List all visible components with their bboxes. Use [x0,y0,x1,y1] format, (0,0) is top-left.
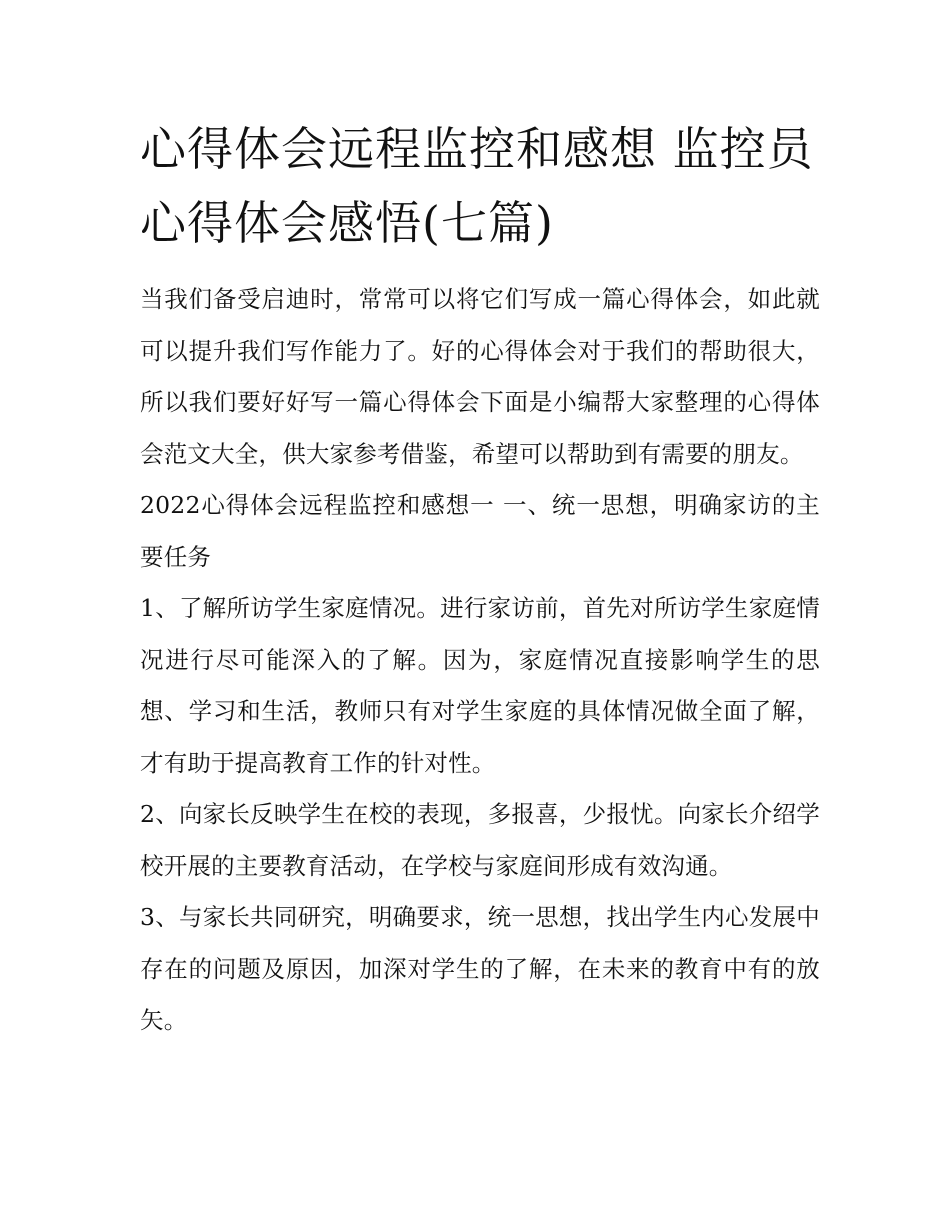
list-item-3: 3、与家长共同研究，明确要求，统一思想，找出学生内心发展中存在的问题及原因，加深对学生的了解，在未来的教育中有的放矢。 [140,903,820,1034]
document-title: 心得体会远程监控和感想 监控员心得体会感悟(七篇) [140,122,814,250]
document-page [140,112,820,1047]
list-item-1: 1、了解所访学生家庭情况。进行家访前，首先对所访学生家庭情况进行尽可能深入的了解。因为，家庭情况直接影响学生的思想、学习和生活，教师只有对学生家庭的具体情况做全面了解，才有助于提高教育工作的针对性。 [140,594,820,777]
list-item-2: 2、向家长反映学生在校的表现，多报喜，少报忧。向家长介绍学校开展的主要教育活动，在学校与家庭间形成有效沟通。 [140,800,820,880]
intro-paragraph: 当我们备受启迪时，常常可以将它们写成一篇心得体会，如此就可以提升我们写作能力了。好的心得体会对于我们的帮助很大，所以我们要好好写一篇心得体会下面是小编帮大家整理的心得体会范文大全，供大家参考借鉴，希望可以帮助到有需要的朋友。 [140,285,820,468]
section-heading: 2022心得体会远程监控和感想一 一、统一思想，明确家访的主要任务 [140,491,820,571]
document-body [140,274,820,1047]
